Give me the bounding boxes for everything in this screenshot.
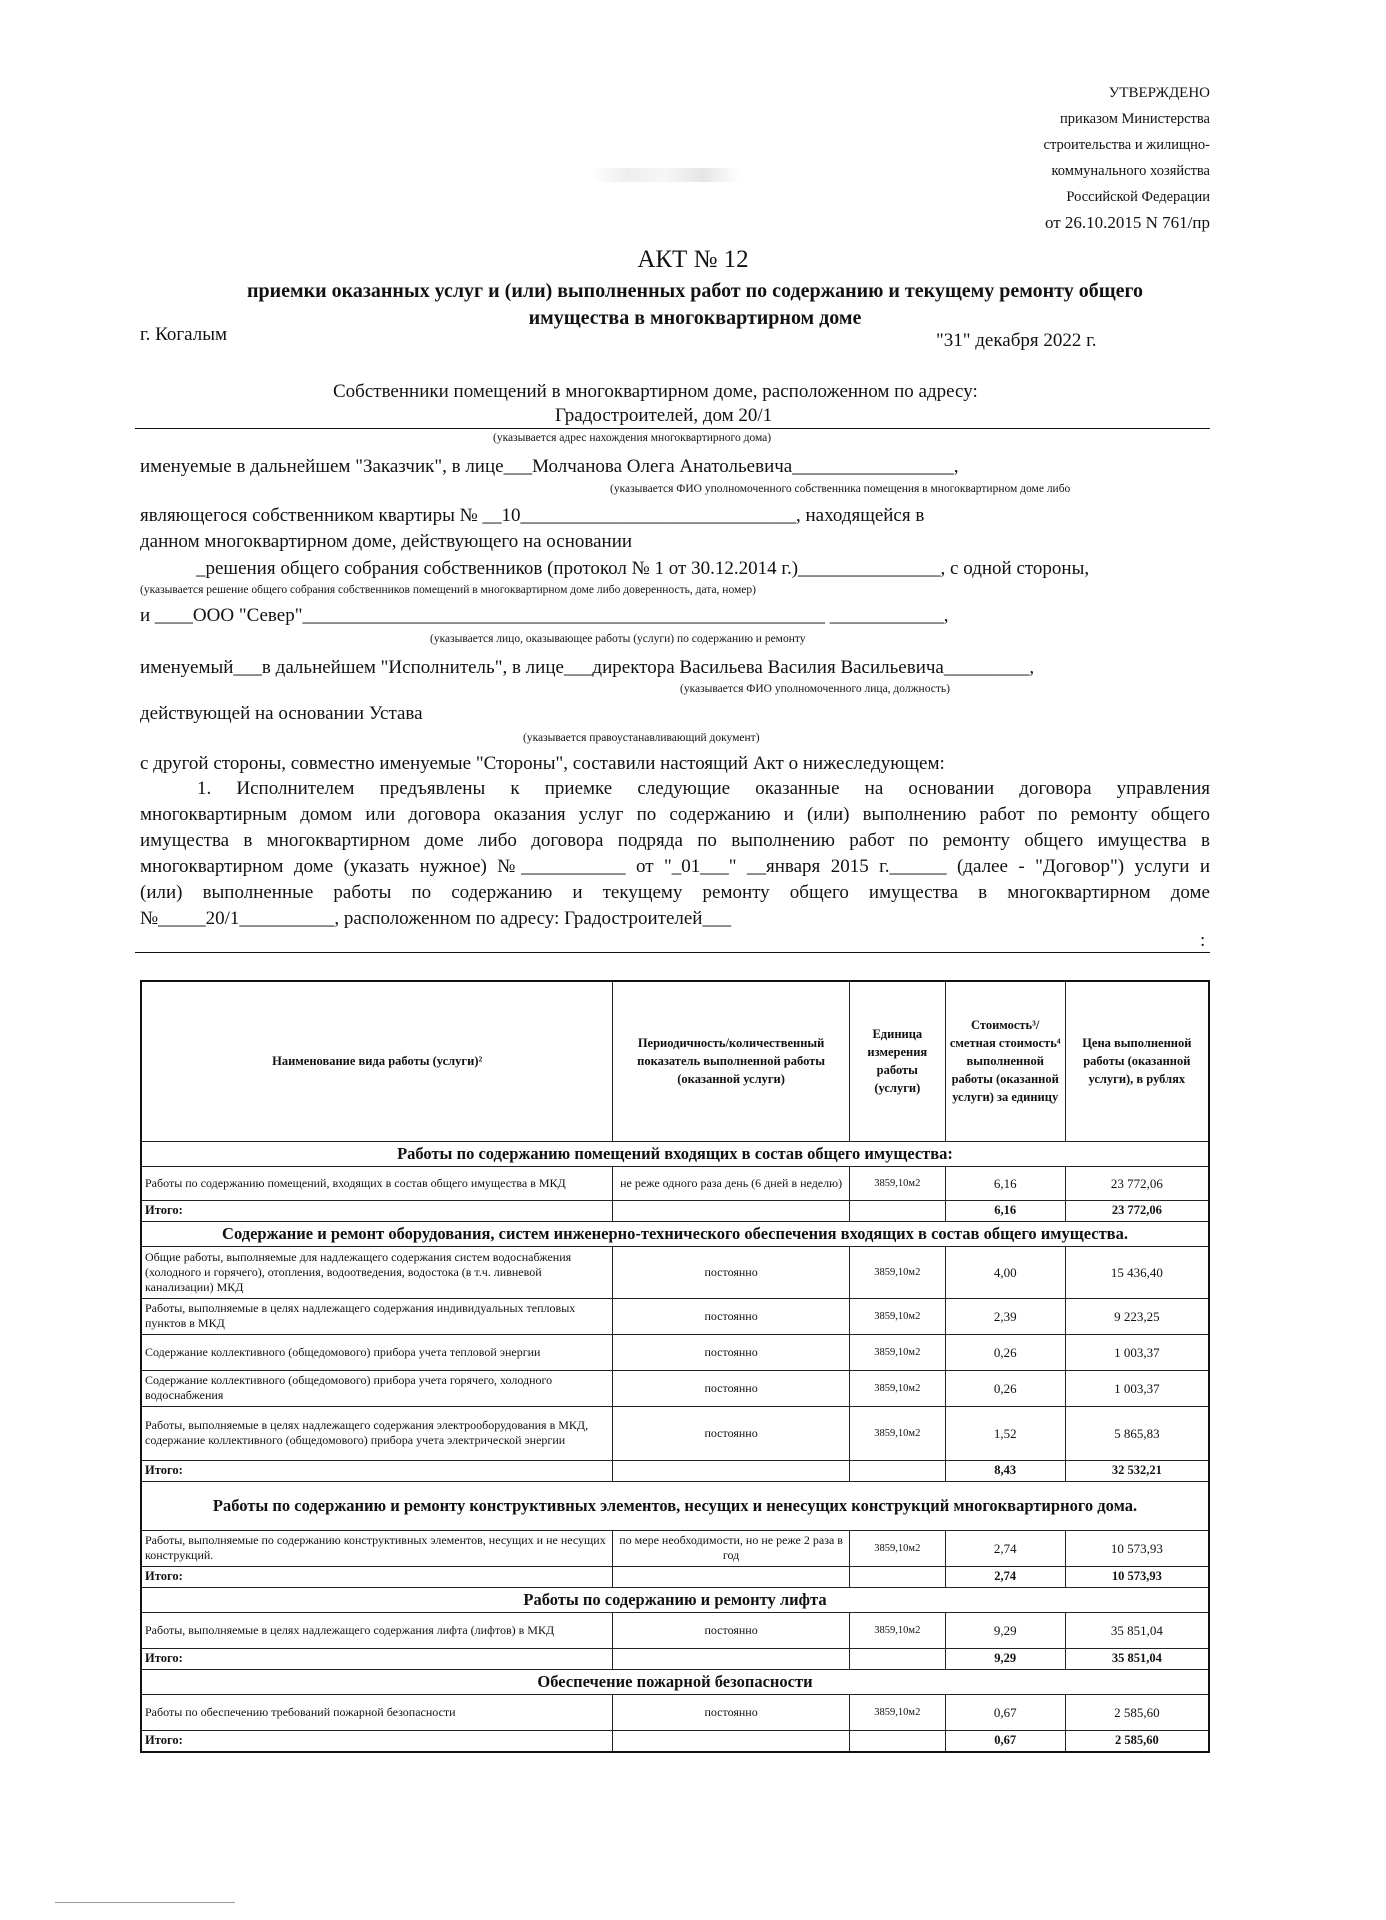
table-header-row xyxy=(141,981,1209,1141)
cell-unit: 3859,10м2 xyxy=(849,1166,945,1200)
cell-name: Работы по содержанию помещений, входящих в состав общего имущества в МКД xyxy=(141,1166,613,1200)
total-cost: 0,67 xyxy=(945,1730,1065,1752)
parties-line: с другой стороны, совместно именуемые "Стороны", составили настоящий Акт о нижеследующем: xyxy=(140,753,945,774)
cell-name: Работы, выполняемые по содержанию конструктивных элементов, несущих и не несущих конструкций. xyxy=(141,1530,613,1566)
cell-cost: 0,26 xyxy=(945,1334,1065,1370)
total-price: 10 573,93 xyxy=(1065,1566,1209,1587)
cell-periodicity: постоянно xyxy=(613,1406,850,1460)
total-price: 32 532,21 xyxy=(1065,1460,1209,1481)
total-label: Итого: xyxy=(141,1648,613,1669)
cell-cost: 6,16 xyxy=(945,1166,1065,1200)
scan-smudge xyxy=(590,168,740,182)
item1-line: №_____20/1__________, расположенном по адресу: Градостроителей___ xyxy=(140,908,731,929)
cell-cost: 0,26 xyxy=(945,1370,1065,1406)
cell-periodicity: не реже одного раза день (6 дней в неделю) xyxy=(613,1166,850,1200)
cell-price: 1 003,37 xyxy=(1065,1370,1209,1406)
total-cost: 6,16 xyxy=(945,1200,1065,1221)
hint-customer: (указывается ФИО уполномоченного собственника помещения в многоквартирном доме либо xyxy=(610,483,1071,495)
cell-unit: 3859,10м2 xyxy=(849,1530,945,1566)
cell-unit: 3859,10м2 xyxy=(849,1370,945,1406)
table-row xyxy=(141,1406,1209,1460)
hint-decision: (указывается решение общего собрания собственников помещений в многоквартирном доме либо доверенность, дата, номер) xyxy=(140,584,756,596)
act-subtitle-line: имущества в многоквартирном доме xyxy=(528,307,862,329)
total-cost: 8,43 xyxy=(945,1460,1065,1481)
cell-unit: 3859,10м2 xyxy=(849,1246,945,1298)
cell-periodicity: постоянно xyxy=(613,1612,850,1648)
table-row xyxy=(141,1530,1209,1566)
section-row xyxy=(141,1221,1209,1246)
cell-name: Содержание коллективного (общедомового) прибора учета тепловой энергии xyxy=(141,1334,613,1370)
item1-line: 1. Исполнителем предъявлены к приемке следующие оказанные на основании договора управления xyxy=(197,778,1210,799)
table-row xyxy=(141,1370,1209,1406)
total-row xyxy=(141,1648,1209,1669)
cell-price: 1 003,37 xyxy=(1065,1334,1209,1370)
total-row xyxy=(141,1200,1209,1221)
cell-periodicity: постоянно xyxy=(613,1298,850,1334)
address-value: Градостроителей, дом 20/1 xyxy=(555,405,773,426)
item1-underline xyxy=(135,952,1210,953)
act-subtitle-line: приемки оказанных услуг и (или) выполненных работ по содержанию и текущему ремонту общего xyxy=(246,280,1144,302)
total-cost: 9,29 xyxy=(945,1648,1065,1669)
cell-periodicity: постоянно xyxy=(613,1370,850,1406)
cell-unit: 3859,10м2 xyxy=(849,1298,945,1334)
section-row xyxy=(141,1481,1209,1530)
table-row xyxy=(141,1298,1209,1334)
total-label: Итого: xyxy=(141,1460,613,1481)
header-periodicity: Периодичность/количественный показатель выполненной работы (оказанной услуги) xyxy=(613,981,850,1141)
act-title: АКТ № 12 xyxy=(637,246,749,273)
approval-block xyxy=(1044,80,1210,236)
cell-price: 10 573,93 xyxy=(1065,1530,1209,1566)
total-cost: 2,74 xyxy=(945,1566,1065,1587)
cell-unit: 3859,10м2 xyxy=(849,1406,945,1460)
table-row xyxy=(141,1334,1209,1370)
header-name: Наименование вида работы (услуги)² xyxy=(141,981,613,1141)
act-city: г. Когалым xyxy=(140,324,228,345)
basis-line: данном многоквартирном доме, действующего на основании xyxy=(140,531,633,552)
item1-line: (или) выполненные работы по содержанию и текущему ремонту общего имущества в многоквартирном доме xyxy=(140,882,1210,903)
header-unit: Единица измерения работы (услуги) xyxy=(849,981,945,1141)
section-title: Содержание и ремонт оборудования, систем инженерно-технического обеспечения входящих в состав общего имущества. xyxy=(141,1221,1209,1246)
cell-unit: 3859,10м2 xyxy=(849,1694,945,1730)
table-row xyxy=(141,1246,1209,1298)
customer-line: именуемые в дальнейшем "Заказчик", в лице___Молчанова Олега Анатольевича_________________, xyxy=(140,456,959,477)
cell-periodicity: постоянно xyxy=(613,1334,850,1370)
cell-name: Общие работы, выполняемые для надлежащего содержания систем водоснабжения (холодного и горячего), отопления, водоотведения, водостока (в т.ч. ливневой канализации) МКД xyxy=(141,1246,613,1298)
cell-cost: 1,52 xyxy=(945,1406,1065,1460)
section-title: Обеспечение пожарной безопасности xyxy=(141,1669,1209,1694)
works-table xyxy=(140,980,1210,1753)
cell-periodicity: постоянно xyxy=(613,1694,850,1730)
hint-contractor-person: (указывается ФИО уполномоченного лица, должность) xyxy=(680,683,950,695)
approval-line: Российской Федерации xyxy=(1066,189,1210,205)
item1-colon: : xyxy=(1200,930,1206,951)
cell-cost: 9,29 xyxy=(945,1612,1065,1648)
cell-name: Работы, выполняемые в целях надлежащего содержания индивидуальных тепловых пунктов в МКД xyxy=(141,1298,613,1334)
owners-line: Собственники помещений в многоквартирном доме, расположенном по адресу: xyxy=(333,381,978,402)
cell-price: 15 436,40 xyxy=(1065,1246,1209,1298)
owner-apartment-line: являющегося собственником квартиры № __10_____________________________, находящейся в xyxy=(140,505,925,526)
section-title: Работы по содержанию помещений входящих в состав общего имущества: xyxy=(141,1141,1209,1166)
item1-line: многоквартирном доме (указать нужное) №___________ от "_01___" __января 2015 г.______ (далее - "Договор") услуги и xyxy=(140,856,1210,877)
approval-line: строительства и жилищно- xyxy=(1043,137,1210,153)
cell-price: 5 865,83 xyxy=(1065,1406,1209,1460)
section-row xyxy=(141,1141,1209,1166)
approval-line: приказом Министерства xyxy=(1060,111,1210,127)
table-row xyxy=(141,1612,1209,1648)
total-label: Итого: xyxy=(141,1730,613,1752)
total-label: Итого: xyxy=(141,1566,613,1587)
header-price: Цена выполненной работы (оказанной услуги), в рублях xyxy=(1065,981,1209,1141)
cell-unit: 3859,10м2 xyxy=(849,1612,945,1648)
section-title: Работы по содержанию и ремонту конструктивных элементов, несущих и ненесущих конструкций многоквартирного дома. xyxy=(141,1481,1209,1530)
cell-price: 35 851,04 xyxy=(1065,1612,1209,1648)
item1-line: имущества в многоквартирном доме либо договора подряда по выполнению работ по ремонту общего имущества в xyxy=(140,830,1210,851)
total-price: 2 585,60 xyxy=(1065,1730,1209,1752)
contractor-person-line: именуемый___в дальнейшем "Исполнитель", в лице___директора Васильева Василия Васильевича_________, xyxy=(140,657,1035,678)
hint-charter: (указывается правоустанавливающий документ) xyxy=(523,732,760,744)
section-row xyxy=(141,1587,1209,1612)
cell-unit: 3859,10м2 xyxy=(849,1334,945,1370)
address-underline xyxy=(135,428,1210,429)
cell-price: 23 772,06 xyxy=(1065,1166,1209,1200)
act-subtitle xyxy=(140,278,1250,332)
total-row xyxy=(141,1730,1209,1752)
cell-name: Работы, выполняемые в целях надлежащего содержания лифта (лифтов) в МКД xyxy=(141,1612,613,1648)
cell-name: Содержание коллективного (общедомового) прибора учета горячего, холодного водоснабжения xyxy=(141,1370,613,1406)
item1-line: многоквартирным домом или договора оказания услуг по содержанию и (или) выполнению работ по ремонту общего xyxy=(140,804,1210,825)
section-title: Работы по содержанию и ремонту лифта xyxy=(141,1587,1209,1612)
total-price: 23 772,06 xyxy=(1065,1200,1209,1221)
cell-name: Работы, выполняемые в целях надлежащего содержания электрооборудования в МКД, содержание коллективного (общедомового) прибора учета электрической энергии xyxy=(141,1406,613,1460)
cell-price: 9 223,25 xyxy=(1065,1298,1209,1334)
hint-contractor: (указывается лицо, оказывающее работы (услуги) по содержанию и ремонту xyxy=(430,633,806,645)
table-row xyxy=(141,1166,1209,1200)
approval-line: УТВЕРЖДЕНО xyxy=(1108,85,1210,101)
hint-address: (указывается адрес нахождения многоквартирного дома) xyxy=(493,432,772,444)
section-row xyxy=(141,1669,1209,1694)
total-row xyxy=(141,1460,1209,1481)
cell-price: 2 585,60 xyxy=(1065,1694,1209,1730)
contractor-org-line: и ____ООО "Север"_______________________________________________________ ____________, xyxy=(140,605,949,626)
cell-cost: 2,39 xyxy=(945,1298,1065,1334)
approval-line: от 26.10.2015 N 761/пр xyxy=(1044,213,1210,232)
cell-name: Работы по обеспечению требований пожарной безопасности xyxy=(141,1694,613,1730)
cell-cost: 4,00 xyxy=(945,1246,1065,1298)
header-cost: Стоимость³/сметная стоимость⁴ выполненной работы (оказанной услуги) за единицу xyxy=(945,981,1065,1141)
decision-line: _решения общего собрания собственников (протокол № 1 от 30.12.2014 г.)_______________, с одной стороны, xyxy=(196,558,1090,579)
charter-line: действующей на основании Устава xyxy=(140,703,423,724)
approval-line: коммунального хозяйства xyxy=(1051,163,1210,179)
total-label: Итого: xyxy=(141,1200,613,1221)
total-price: 35 851,04 xyxy=(1065,1648,1209,1669)
cell-cost: 2,74 xyxy=(945,1530,1065,1566)
cell-cost: 0,67 xyxy=(945,1694,1065,1730)
total-row xyxy=(141,1566,1209,1587)
act-date: "31" декабря 2022 г. xyxy=(936,330,1097,351)
table-row xyxy=(141,1694,1209,1730)
cell-periodicity: постоянно xyxy=(613,1246,850,1298)
cell-periodicity: по мере необходимости, но не реже 2 раза в год xyxy=(613,1530,850,1566)
scan-edge-line xyxy=(55,1902,235,1903)
